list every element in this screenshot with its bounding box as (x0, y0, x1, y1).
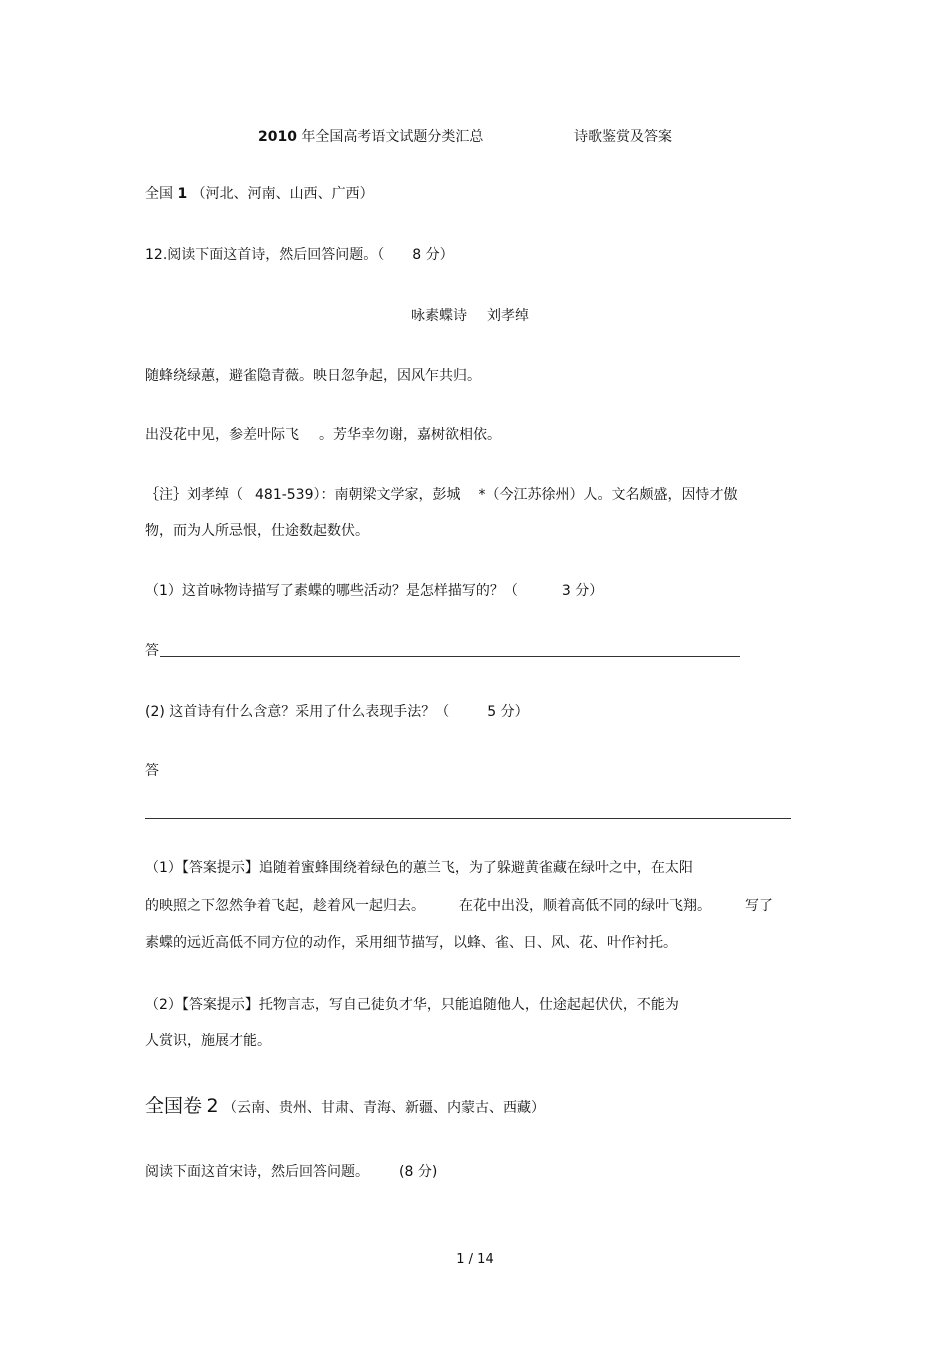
poem-author: 刘孝绰 (487, 308, 529, 324)
poem-line-2b: 。芳华幸勿谢，嘉树欲相依。 (319, 427, 501, 443)
section2-head-a: 全国卷 (145, 1095, 203, 1117)
song-question-text: 阅读下面这首宋诗，然后回答问题。 (145, 1164, 369, 1180)
sub1-score: 3 分） (561, 583, 604, 599)
answer-label-2: 答 (145, 763, 159, 779)
answer1-line-3: 素蝶的远近高低不同方位的动作，采用细节描写，以蜂、雀、日、风、花、叶作衬托。 (145, 935, 677, 951)
poem-line-2 (145, 425, 501, 445)
poem-title (411, 305, 529, 325)
poem-line-1: 随蜂绕绿蕙，避雀隐青薇。映日忽争起，因风乍共归。 (145, 368, 481, 384)
answer1-line-2b: 在花中出没，顺着高低不同的绿叶飞翔。 (459, 898, 711, 914)
song-question-score: (8 分) (399, 1164, 438, 1180)
page-number: 1 / 14 (456, 1252, 494, 1267)
section2-heading (145, 1096, 545, 1118)
answer1-line-2c: 写了 (745, 898, 773, 914)
section2-head-b: 2 (206, 1095, 219, 1117)
answer1-line-2a: 的映照之下忽然争着飞起，趁着风一起归去。 (145, 898, 425, 914)
document-title (258, 126, 718, 146)
answer-line-1 (160, 656, 740, 657)
answer-label-1: 答 (145, 643, 159, 659)
sub-question-2 (145, 702, 529, 722)
section2-head-c: （云南、贵州、甘肃、青海、新疆、内蒙古、西藏） (223, 1100, 546, 1116)
answer1-line-2 (145, 896, 773, 916)
note-line-2: 物，而为人所忌恨，仕途数起数伏。 (145, 523, 369, 539)
answer2-line-1: （2）【答案提示】托物言志，写自己徒负才华，只能追随他人，仕途起起伏伏，不能为 (145, 997, 679, 1013)
question-12 (145, 245, 454, 265)
note-line-1 (145, 485, 738, 505)
section1-heading (145, 184, 374, 204)
poem-line-2a: 出没花中见，参差叶际飞 (145, 427, 299, 443)
sub1-text: （1）这首咏物诗描写了素蝶的哪些活动？是怎样描写的？（ (145, 583, 518, 599)
q12-score: 8 分） (412, 247, 454, 263)
sub2-score: 5 分） (487, 704, 529, 720)
answer-line-2 (145, 818, 791, 819)
title-year: 2010 (258, 129, 297, 145)
sub-question-1 (145, 581, 603, 601)
answer2-line-2: 人赏识，施展才能。 (145, 1033, 271, 1049)
note-c: *（今江苏徐州）人。文名颇盛，因恃才傲 (478, 487, 738, 503)
section1-head-a: 全国 (145, 186, 173, 202)
section1-head-b: 1 (177, 186, 188, 202)
title-main: 年全国高考语文试题分类汇总 (301, 129, 484, 145)
note-b: 481-539）：南朝梁文学家，彭城 (255, 487, 461, 503)
note-a: ｛注｝刘孝绰（ (145, 487, 243, 503)
q12-text: 12.阅读下面这首诗，然后回答问题。（ (145, 247, 385, 263)
song-poem-question (145, 1162, 437, 1182)
answer1-line-1: （1）【答案提示】追随着蜜蜂围绕着绿色的蕙兰飞，为了躲避黄雀藏在绿叶之中，在太阳 (145, 860, 693, 876)
title-right: 诗歌鉴赏及答案 (574, 129, 672, 145)
section1-head-c: （河北、河南、山西、广西） (191, 186, 374, 202)
sub2-text: (2) 这首诗有什么含意？采用了什么表现手法？（ (145, 704, 450, 720)
poem-name: 咏素蝶诗 (411, 308, 467, 324)
